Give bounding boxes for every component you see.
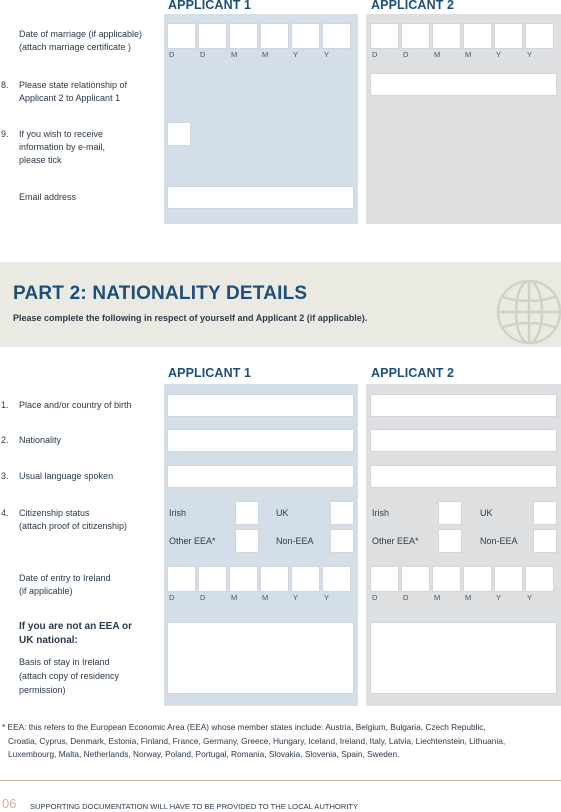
entry-date-applicant2-letter: M <box>465 593 472 602</box>
email-opt-in-checkbox[interactable] <box>167 122 191 146</box>
marriage-date-applicant2-letter: D <box>403 50 409 59</box>
entry-date-applicant2-letter: Y <box>496 593 502 602</box>
q4-label-line1: Citizenship status <box>19 508 90 518</box>
relationship-field-applicant2[interactable] <box>370 73 557 96</box>
marriage-date-applicant1-cell[interactable] <box>198 23 227 49</box>
entry-date-applicant1-cell[interactable] <box>167 566 196 592</box>
birthplace-field-applicant1[interactable] <box>167 394 354 417</box>
entry-date-applicant2-letter: M <box>434 593 441 602</box>
marriage-date-label: Date of marriage (if applicable) <box>19 29 143 39</box>
other-eea-label-applicant1: Other EEA* <box>169 536 216 546</box>
q3-number: 3. <box>1 471 9 481</box>
nationality-field-applicant1[interactable] <box>167 429 354 452</box>
entry-date-applicant1-letter: M <box>231 593 238 602</box>
marriage-date-applicant1-letter: M <box>262 50 269 59</box>
q9-label-line1: If you wish to receive <box>19 129 104 139</box>
q2-number: 2. <box>1 435 9 445</box>
q8-label-line1: Please state relationship of <box>19 80 128 90</box>
entry-date-applicant1-cell[interactable] <box>198 566 227 592</box>
basis-of-stay-field-applicant1[interactable] <box>167 622 354 694</box>
footer-divider <box>0 780 561 781</box>
applicant2-heading-top: APPLICANT 2 <box>371 0 455 12</box>
marriage-date-applicant2-cell[interactable] <box>370 23 399 49</box>
q4-number: 4. <box>1 508 9 518</box>
marriage-date-applicant2-cell[interactable] <box>432 23 461 49</box>
entry-date-applicant1-cell[interactable] <box>322 566 351 592</box>
uk-label-applicant2: UK <box>480 508 493 518</box>
entry-date-applicant1-letter: D <box>169 593 175 602</box>
entry-date-applicant2-letter: Y <box>527 593 533 602</box>
marriage-date-applicant2-letter: Y <box>496 50 502 59</box>
basis-label-line1: Basis of stay in Ireland <box>19 657 110 667</box>
uk-label-applicant1: UK <box>276 508 289 518</box>
marriage-date-applicant1-letter: Y <box>324 50 330 59</box>
irish-label-applicant1: Irish <box>169 508 187 518</box>
language-field-applicant2[interactable] <box>370 465 557 488</box>
email-field-applicant1[interactable] <box>167 186 354 209</box>
marriage-date-applicant1-letter: Y <box>293 50 299 59</box>
marriage-date-applicant2-cell[interactable] <box>401 23 430 49</box>
entry-date-applicant2-letter: D <box>403 593 409 602</box>
basis-of-stay-field-applicant2[interactable] <box>370 622 557 694</box>
q2-label: Nationality <box>19 435 62 445</box>
marriage-date-applicant1-letter: D <box>169 50 175 59</box>
marriage-date-applicant2-cell[interactable] <box>525 23 554 49</box>
entry-date-label-line1: Date of entry to Ireland <box>19 573 111 583</box>
other-eea-checkbox-applicant1[interactable] <box>235 529 259 553</box>
uk-checkbox-applicant2[interactable] <box>533 501 557 525</box>
applicant1-heading-bottom: APPLICANT 1 <box>168 366 252 380</box>
not-eea-heading-line2: UK national: <box>19 635 78 646</box>
entry-date-applicant1-cell[interactable] <box>260 566 289 592</box>
marriage-date-applicant1-letter: D <box>200 50 206 59</box>
globe-icon <box>494 277 561 347</box>
birthplace-field-applicant2[interactable] <box>370 394 557 417</box>
entry-date-applicant1-letter: Y <box>324 593 330 602</box>
marriage-date-applicant2-letter: M <box>465 50 472 59</box>
email-label: Email address <box>19 192 77 202</box>
non-eea-label-applicant2: Non-EEA <box>480 536 518 546</box>
marriage-date-applicant2-cell[interactable] <box>463 23 492 49</box>
entry-date-applicant1-cell[interactable] <box>291 566 320 592</box>
applicant2-heading-bottom: APPLICANT 2 <box>371 366 455 380</box>
marriage-date-applicant2-letter: D <box>372 50 378 59</box>
q4-label-line2: (attach proof of citizenship) <box>19 521 128 531</box>
entry-date-applicant1-letter: Y <box>293 593 299 602</box>
part2-subtitle: Please complete the following in respect of yourself and Applicant 2 (if applicable). <box>13 313 368 323</box>
eea-footnote-line2: Croatia, Cyprus, Denmark, Estonia, Finland, France, Germany, Greece, Hungary, Iceland, Ireland, Italy, Latvia, Liechtenstein, Lithuania, <box>8 735 506 746</box>
entry-date-applicant1-letter: M <box>262 593 269 602</box>
marriage-date-note: (attach marriage certificate ) <box>19 42 132 52</box>
marriage-date-applicant2-cell[interactable] <box>494 23 523 49</box>
entry-date-applicant2-cell[interactable] <box>494 566 523 592</box>
non-eea-checkbox-applicant1[interactable] <box>330 529 354 553</box>
not-eea-heading-line1: If you are not an EEA or <box>19 621 132 632</box>
marriage-date-applicant2-letter: Y <box>527 50 533 59</box>
entry-date-applicant1-cell[interactable] <box>229 566 258 592</box>
part2-header-band <box>0 262 561 347</box>
other-eea-checkbox-applicant2[interactable] <box>438 529 462 553</box>
entry-date-label-line2: (if applicable) <box>19 586 73 596</box>
entry-date-applicant2-cell[interactable] <box>401 566 430 592</box>
basis-label-line3: permission) <box>19 685 66 695</box>
entry-date-applicant2-cell[interactable] <box>463 566 492 592</box>
marriage-date-applicant1-cell[interactable] <box>167 23 196 49</box>
language-field-applicant1[interactable] <box>167 465 354 488</box>
q1-number: 1. <box>1 400 9 410</box>
q9-number: 9. <box>1 129 9 139</box>
q1-label: Place and/or country of birth <box>19 400 132 410</box>
uk-checkbox-applicant1[interactable] <box>330 501 354 525</box>
q9-label-line3: please tick <box>19 155 62 165</box>
entry-date-applicant2-cell[interactable] <box>432 566 461 592</box>
basis-label-line2: (attach copy of residency <box>19 671 120 681</box>
marriage-date-applicant2-letter: M <box>434 50 441 59</box>
non-eea-label-applicant1: Non-EEA <box>276 536 314 546</box>
irish-checkbox-applicant1[interactable] <box>235 501 259 525</box>
eea-footnote <box>2 721 558 762</box>
entry-date-applicant2-cell[interactable] <box>525 566 554 592</box>
nationality-field-applicant2[interactable] <box>370 429 557 452</box>
entry-date-applicant2-letter: D <box>372 593 378 602</box>
entry-date-applicant2-cell[interactable] <box>370 566 399 592</box>
q9-label-line2: information by e-mail, <box>19 142 106 152</box>
applicant1-heading-top: APPLICANT 1 <box>168 0 252 12</box>
irish-checkbox-applicant2[interactable] <box>438 501 462 525</box>
q8-number: 8. <box>1 80 9 90</box>
part2-title: PART 2: NATIONALITY DETAILS <box>13 283 308 304</box>
q8-label-line2: Applicant 2 to Applicant 1 <box>19 93 121 103</box>
footer-notice: SUPPORTING DOCUMENTATION WILL HAVE TO BE PROVIDED TO THE LOCAL AUTHORITY <box>30 802 359 811</box>
marriage-date-applicant1-letter: M <box>231 50 238 59</box>
page-number: 06 <box>2 796 17 811</box>
irish-label-applicant2: Irish <box>372 508 390 518</box>
marriage-date-applicant1-cell[interactable] <box>322 23 351 49</box>
other-eea-label-applicant2: Other EEA* <box>372 536 419 546</box>
non-eea-checkbox-applicant2[interactable] <box>533 529 557 553</box>
eea-footnote-line1: * EEA: this refers to the European Economic Area (EEA) whose member states include: Austria, Belgium, Bulgaria, Czech Republic, <box>2 722 486 732</box>
entry-date-applicant1-letter: D <box>200 593 206 602</box>
marriage-date-applicant1-cell[interactable] <box>260 23 289 49</box>
q3-label: Usual language spoken <box>19 471 114 481</box>
marriage-date-applicant1-cell[interactable] <box>229 23 258 49</box>
eea-footnote-line3: Luxembourg, Malta, Netherlands, Norway, Poland, Portugal, Romania, Slovakia, Slovenia, Spain, Sweden. <box>8 749 400 759</box>
marriage-date-applicant1-cell[interactable] <box>291 23 320 49</box>
